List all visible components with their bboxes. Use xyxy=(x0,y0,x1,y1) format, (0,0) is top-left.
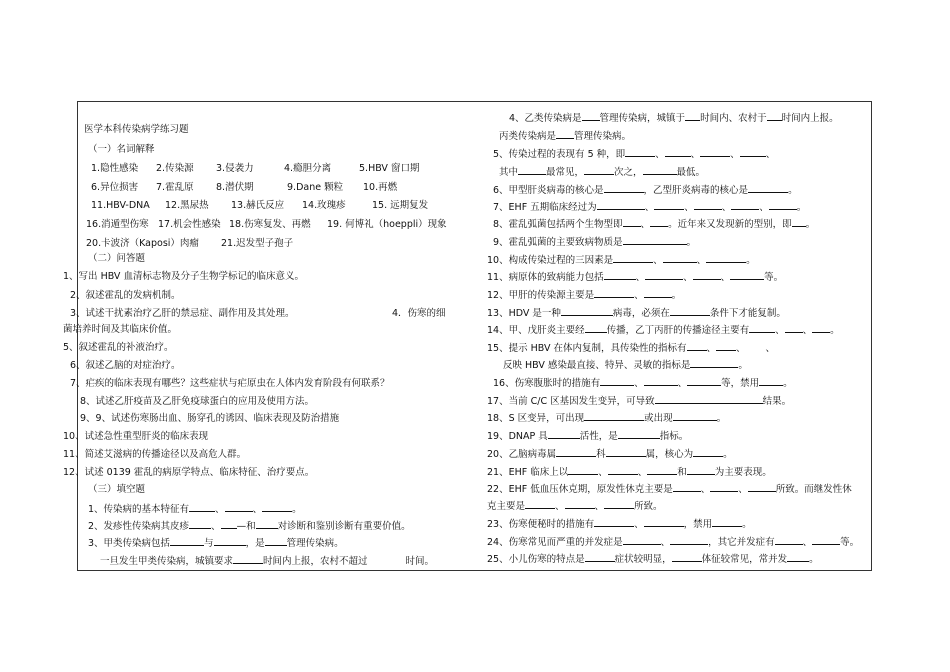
term: 11.HBV-DNA xyxy=(91,200,150,211)
term: 19. 何博礼（hoeppli）现象 xyxy=(327,219,447,230)
section-heading-questions: （二）问答题 xyxy=(88,253,146,264)
fill-item: 反映 HBV 感染最直接、特异、灵敏的指标是 。 xyxy=(503,357,748,372)
fill-item: 8、霍乱弧菌包括两个生物型即 、 。近年来又发现新的型别，即 。 xyxy=(493,216,815,231)
fill-item: 11、病原体的致病能力包括 、 、 、 等。 xyxy=(487,269,783,284)
fill-item: 其中 最常见， 次之， 最低。 xyxy=(499,164,705,179)
question-item: 9、9、试述伤寒肠出血、肠穿孔的诱因、临床表现及防治措施 xyxy=(80,413,340,424)
question-item: 1、写出 HBV 血清标志物及分子生物学标记的临床意义。 xyxy=(63,271,304,282)
fill-item: 13、HDV 是一种 病毒，必须在 条件下才能复制。 xyxy=(487,305,786,320)
fill-item: 19、DNAP 具 活性，是 指标。 xyxy=(487,428,688,443)
fill-item: 21、EHF 临床上以 、 、 和 为主要表现。 xyxy=(487,464,772,479)
question-item: 8、试述乙肝疫苗及乙肝免疫球蛋白的应用及使用方法。 xyxy=(80,396,315,407)
term: 21.迟发型子孢子 xyxy=(221,238,294,249)
term: 9.Dane 颗粒 xyxy=(287,182,344,193)
term: 8.潜伏期 xyxy=(216,182,254,193)
fill-item: 12、甲肝的传染源主要是 、 。 xyxy=(487,287,681,302)
term: 6.异位损害 xyxy=(91,182,139,193)
fill-item: 15、提示 HBV 在体内复制，具传染性的指标有 、 、 、 xyxy=(487,340,775,355)
term: 20.卡波济（Kaposi）肉瘤 xyxy=(86,238,199,249)
term: 12.黑尿热 xyxy=(165,200,209,211)
term: 4.瘾胆分离 xyxy=(284,163,332,174)
term: 16.消遁型伤寒 xyxy=(86,219,149,230)
fill-item: 9、霍乱弧菌的主要致病物质是 。 xyxy=(493,234,696,249)
question-item: 2、叙述霍乱的发病机制。 xyxy=(70,290,181,301)
fill-item: 6、甲型肝炎病毒的核心是 ，乙型肝炎病毒的核心是 。 xyxy=(493,182,798,197)
question-item: 12、试述 0139 霍乱的病原学特点、临床特征、治疗要点。 xyxy=(63,467,315,478)
term: 5.HBV 窗口期 xyxy=(359,163,420,174)
fill-item: 3、甲类传染病包括 与 ，是 管理传染病。 xyxy=(88,535,344,550)
term: 10.再燃 xyxy=(363,182,398,193)
fill-item: 10、构成传染过程的三因素是 、 、 。 xyxy=(487,252,756,267)
fill-item: 4、乙类传染病是 管理传染病，城镇于 时间内、农村于 时间内上报。 xyxy=(509,110,839,125)
term: 7.霍乱原 xyxy=(156,182,194,193)
term: 15. 远期复发 xyxy=(372,200,429,211)
question-item: 11、简述艾滋病的传播途径以及高危人群。 xyxy=(63,449,247,460)
fill-item: 18、S 区变异，可出现 或出现 。 xyxy=(487,410,726,425)
fill-item: 22、EHF 低血压休克期，原发性休克主要是 、 、 所致。而继发性休 xyxy=(487,481,852,496)
question-item: 菌培养时间及其临床价值。 xyxy=(63,324,178,335)
fill-item: 17、当前 C/C 区基因发生变异，可导致 结果。 xyxy=(487,393,791,408)
fill-item: 25、小儿伤寒的特点是 症状较明显， 体征较常见，常并发 。 xyxy=(487,551,819,566)
fill-item: 克主要是 、 、 所致。 xyxy=(487,498,663,513)
question-item: 5、叙述霍乱的补液治疗。 xyxy=(63,342,174,353)
section-heading-fill-blank: （三）填空题 xyxy=(88,484,146,495)
term: 17.机会性感染 xyxy=(158,219,221,230)
section-heading-definitions: （一）名词解释 xyxy=(88,144,155,155)
question-item: 6、叙述乙脑的对症治疗。 xyxy=(70,360,181,371)
term: 2.传染源 xyxy=(156,163,194,174)
fill-item: 24、伤寒常见而严重的并发症是 、 ，其它并发症有 、 等。 xyxy=(487,534,859,549)
document-title: 医学本科传染病学练习题 xyxy=(84,124,189,135)
fill-item: 1、传染病的基本特征有 、 、 。 xyxy=(88,501,302,516)
question-item: 10、试述急性重型肝炎的临床表现 xyxy=(63,431,209,442)
fill-item: 20、乙脑病毒属 科 属，核心为 。 xyxy=(487,446,733,461)
term: 13.赫氏反应 xyxy=(231,200,285,211)
term: 18.伤寒复发、再燃 xyxy=(229,219,311,230)
fill-item: 14、甲、戊肝炎主要经 传播，乙丁丙肝的传播途径主要有 、 、 。 xyxy=(487,322,840,337)
term: 3.侵袭力 xyxy=(216,163,254,174)
term: 14.玫瑰疹 xyxy=(302,200,346,211)
fill-item: 16、伤寒腹胀时的措施有 、 、 等，禁用 。 xyxy=(493,375,793,390)
fill-item: 5、传染过程的表现有 5 种，即 、 、 、 、 xyxy=(493,146,775,161)
question-item: 7、疟疾的临床表现有哪些？这些症状与疟原虫在人体内发育阶段有何联系？ xyxy=(70,378,390,389)
fill-item: 2、发疹性传染病其皮疹 、 —和 对诊断和鉴别诊断有重要价值。 xyxy=(88,518,411,533)
question-item: 3、试述干扰素治疗乙肝的禁忌症、副作用及其处理。 xyxy=(70,308,295,319)
fill-item: 一旦发生甲类传染病，城镇要求 时间内上报，农村不超过 时间。 xyxy=(100,553,434,568)
fill-item: 23、伤寒便秘时的措施有 、 ，禁用 。 xyxy=(487,516,752,531)
fill-item: 7、EHF 五期临床经过为 、 、 、 、 。 xyxy=(493,199,806,214)
fill-item: 丙类传染病是 管理传染病。 xyxy=(499,128,631,143)
term: 1.隐性感染 xyxy=(91,163,139,174)
question-item: 4．伤寒的细 xyxy=(392,308,446,319)
